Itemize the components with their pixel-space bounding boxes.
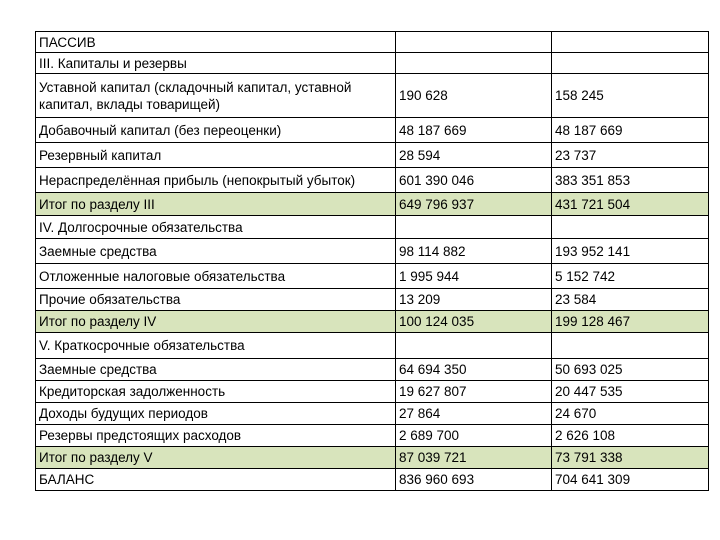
row-label: Прочие обязательства xyxy=(36,289,396,311)
value-cell-2: 199 128 467 xyxy=(552,311,709,333)
row-label: Заемные средства xyxy=(36,359,396,381)
row-label: V. Краткосрочные обязательства xyxy=(36,333,396,359)
value-cell-2: 383 351 853 xyxy=(552,168,709,193)
value-cell-1: 64 694 350 xyxy=(396,359,552,381)
table-row-header xyxy=(36,32,709,53)
value-cell-1 xyxy=(396,333,552,359)
value-cell-1: 649 796 937 xyxy=(396,193,552,216)
value-cell-2: 20 447 535 xyxy=(552,381,709,403)
value-cell-1: 190 628 xyxy=(396,74,552,118)
table-row-total xyxy=(36,311,709,333)
row-label: Кредиторская задолженность xyxy=(36,381,396,403)
table-row xyxy=(36,74,709,118)
value-cell-1: 27 864 xyxy=(396,403,552,425)
table-row-section-heading xyxy=(36,53,709,74)
row-label: Резервы предстоящих расходов xyxy=(36,425,396,447)
table-row-total xyxy=(36,447,709,469)
value-cell-1 xyxy=(396,53,552,74)
row-label: Добавочный капитал (без переоценки) xyxy=(36,118,396,143)
value-cell-2 xyxy=(552,32,709,53)
value-cell-2: 23 584 xyxy=(552,289,709,311)
table-row xyxy=(36,403,709,425)
table-row xyxy=(36,264,709,289)
row-label: Итог по разделу V xyxy=(36,447,396,469)
row-label: Резервный капитал xyxy=(36,143,396,168)
table-row-section-heading xyxy=(36,216,709,239)
row-label: Уставной капитал (складочный капитал, уставной капитал, вклады товарищей) xyxy=(36,74,396,118)
table-row-balance xyxy=(36,469,709,491)
table-row-total xyxy=(36,193,709,216)
row-label: Отложенные налоговые обязательства xyxy=(36,264,396,289)
value-cell-2: 158 245 xyxy=(552,74,709,118)
value-cell-1: 601 390 046 xyxy=(396,168,552,193)
table-row xyxy=(36,289,709,311)
value-cell-1: 100 124 035 xyxy=(396,311,552,333)
row-label: III. Капиталы и резервы xyxy=(36,53,396,74)
value-cell-1 xyxy=(396,216,552,239)
value-cell-2: 5 152 742 xyxy=(552,264,709,289)
value-cell-2: 2 626 108 xyxy=(552,425,709,447)
value-cell-1: 28 594 xyxy=(396,143,552,168)
value-cell-2: 48 187 669 xyxy=(552,118,709,143)
table-row xyxy=(36,168,709,193)
value-cell-2: 23 737 xyxy=(552,143,709,168)
value-cell-1: 2 689 700 xyxy=(396,425,552,447)
table-row xyxy=(36,359,709,381)
value-cell-2: 431 721 504 xyxy=(552,193,709,216)
row-label: Нераспределённая прибыль (непокрытый убыток) xyxy=(36,168,396,193)
value-cell-2: 24 670 xyxy=(552,403,709,425)
value-cell-1: 48 187 669 xyxy=(396,118,552,143)
value-cell-1: 836 960 693 xyxy=(396,469,552,491)
value-cell-2: 193 952 141 xyxy=(552,239,709,264)
row-label: Итог по разделу IV xyxy=(36,311,396,333)
value-cell-1: 87 039 721 xyxy=(396,447,552,469)
value-cell-1 xyxy=(396,32,552,53)
row-label: БАЛАНС xyxy=(36,469,396,491)
table-row xyxy=(36,143,709,168)
table-row xyxy=(36,118,709,143)
value-cell-2 xyxy=(552,53,709,74)
table-row-section-heading xyxy=(36,333,709,359)
liabilities-table xyxy=(35,31,709,491)
row-label: ПАССИВ xyxy=(36,32,396,53)
row-label: IV. Долгосрочные обязательства xyxy=(36,216,396,239)
value-cell-2: 50 693 025 xyxy=(552,359,709,381)
table-row xyxy=(36,239,709,264)
row-label: Доходы будущих периодов xyxy=(36,403,396,425)
row-label: Итог по разделу III xyxy=(36,193,396,216)
value-cell-2 xyxy=(552,333,709,359)
row-label: Заемные средства xyxy=(36,239,396,264)
value-cell-1: 19 627 807 xyxy=(396,381,552,403)
value-cell-1: 98 114 882 xyxy=(396,239,552,264)
value-cell-2 xyxy=(552,216,709,239)
value-cell-2: 73 791 338 xyxy=(552,447,709,469)
value-cell-1: 1 995 944 xyxy=(396,264,552,289)
value-cell-2: 704 641 309 xyxy=(552,469,709,491)
value-cell-1: 13 209 xyxy=(396,289,552,311)
table-row xyxy=(36,381,709,403)
table-row xyxy=(36,425,709,447)
